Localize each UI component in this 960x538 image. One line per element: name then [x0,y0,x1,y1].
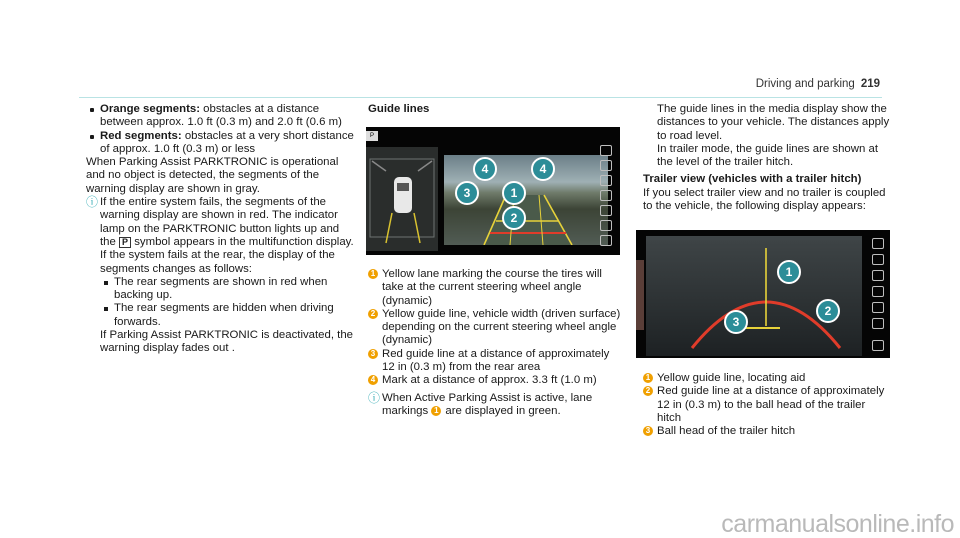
guide-item-3: 3 Red guide line at a distance of approximately 12 in (0.3 m) from the rear area [368,348,624,375]
parktronic-symbol-icon: P [119,237,131,248]
deactivated-paragraph: If Parking Assist PARKTRONIC is deactivated, the warning display fades out . [100,329,354,355]
trailer-callout-2: 2 [816,299,840,323]
trailer-callout-3: 3 [724,310,748,334]
trailer-sidebar-icon-4[interactable] [872,286,884,297]
trailer-sidebar-icon-3[interactable] [872,270,884,281]
trailer-sidebar-icon-2[interactable] [872,254,884,265]
trailer-mode-paragraph: In trailer mode, the guide lines are shown at the level of the trailer hitch. [657,142,878,169]
inline-marker-1: 1 [431,406,441,416]
media-display-paragraph: The guide lines in the media display show the distances to your vehicle. The distances apply to road level. [657,103,890,142]
parking-label-icon: P [366,131,378,141]
callout-3: 3 [455,181,479,205]
trailer-sidebar-icon-5[interactable] [872,302,884,313]
trailer-sidebar-icon-6[interactable] [872,318,884,329]
trailer-view-paragraph: If you select trailer view and no trailer is coupled to the vehicle, the following display appears: [643,186,886,213]
callout-4b: 4 [531,157,555,181]
callout-4a: 4 [473,157,497,181]
trailer-view-screenshot [636,230,890,358]
trailer-item-1: 1 Yellow guide line, locating aid [643,372,891,385]
info-icon: ⓘ [368,390,381,405]
guide-lines-heading: Guide lines [368,103,430,115]
operational-paragraph: When Parking Assist PARKTRONIC is operational and no object is detected, the segments of the warning display are shown in gray. [86,156,339,195]
trailer-sidebar-icon-1[interactable] [872,238,884,249]
red-segments-item: Red segments: obstacles at a very short distance of approx. 1.0 ft (0.3 m) or less [86,130,354,157]
column-1 [86,103,354,356]
sidebar-icon-3[interactable] [600,175,612,186]
info-icon: ⓘ [86,195,99,210]
guide-item-4: 4 Mark at a distance of approx. 3.3 ft (1.0 m) [368,374,624,387]
page-number: 219 [860,78,880,90]
active-parking-note: ⓘ When Active Parking Assist is active, lane markings 1 are displayed in green. [368,390,593,417]
guide-item-1: 1 Yellow lane marking the course the tires will take at the current steering wheel angle (dynamic) [368,268,624,308]
top-view-panel [366,147,438,251]
trailer-item-2: 2 Red guide line at a distance of approximately 12 in (0.3 m) to the ball head of the trailer hitch [643,385,891,425]
section-title: Driving and parking [755,78,855,90]
sidebar-icon-2[interactable] [600,160,612,171]
column-3 [643,103,891,213]
left-edge-panel [636,260,644,330]
rear-sub-item-2: The rear segments are hidden when driving forwards. [86,302,354,329]
header-rule [79,97,882,98]
failure-note: ⓘ If the entire system fails, the segments of the warning display are shown in red. The indicator lamp on the PARKTRONIC button lights up and the P symbol appears in the multifunction display. [86,195,354,248]
guide-item-2: 2 Yellow guide line, vehicle width (driven surface) depending on the current steering wheel angle (dynamic) [368,308,624,348]
trailer-view-heading: Trailer view (vehicles with a trailer hitch) [643,173,862,186]
trailer-sidebar-icon-7[interactable] [872,340,884,351]
guide-lines-list [368,268,624,418]
trailer-callout-1: 1 [777,260,801,284]
sidebar-icon-1[interactable] [600,145,612,156]
running-header [756,78,880,91]
rear-sub-item-1: The rear segments are shown in red when backing up. [86,276,354,303]
watermark: carmanualsonline.info [721,509,954,538]
sidebar-icon-7[interactable] [600,235,612,246]
rear-failure-text: If the system fails at the rear, the display of the segments changes as follows: [100,249,335,275]
trailer-list [643,372,891,438]
callout-2: 2 [502,206,526,230]
sidebar-icon-6[interactable] [600,220,612,231]
trailer-item-3: 3 Ball head of the trailer hitch [643,425,891,438]
column-2 [368,103,624,116]
guide-lines-screenshot [366,127,620,255]
callout-1: 1 [502,181,526,205]
sidebar-icon-5[interactable] [600,205,612,216]
sidebar-icon-4[interactable] [600,190,612,201]
trailer-camera-view [646,236,862,356]
orange-segments-item: Orange segments: obstacles at a distance between approx. 1.0 ft (0.3 m) and 2.0 ft (0.6 m) [86,103,354,130]
